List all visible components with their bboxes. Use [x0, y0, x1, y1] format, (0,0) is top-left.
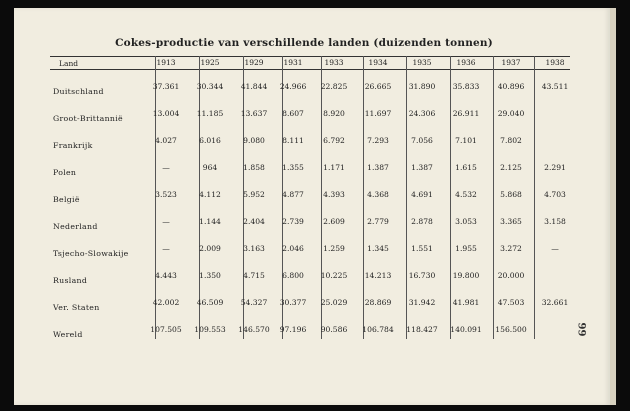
- table-cell: 14.213: [364, 271, 392, 280]
- table-cell: 4.532: [455, 190, 477, 199]
- table-cell: 28.869: [364, 298, 392, 307]
- table-cell: 7.293: [367, 136, 389, 145]
- table-cell: 46.509: [196, 298, 224, 307]
- table-cell: 4.027: [155, 136, 177, 145]
- table-title: Cokes-productie van verschillende landen (duizenden tonnen): [115, 37, 493, 49]
- table-cell: 29.040: [497, 109, 525, 118]
- table-cell: 41.981: [452, 298, 480, 307]
- table-cell: 24.306: [408, 109, 436, 118]
- table-cell: 5.952: [243, 190, 265, 199]
- row-label-country: Nederland: [53, 222, 98, 231]
- table-cell: 118.427: [406, 325, 438, 334]
- table-cell: 2.878: [411, 217, 433, 226]
- table-cell: —: [551, 244, 559, 253]
- table-cell: 2.609: [323, 217, 345, 226]
- table-cell: 7.101: [455, 136, 477, 145]
- table-cell: 1.858: [243, 163, 265, 172]
- table-cell: 41.844: [240, 82, 268, 91]
- table-cell: 35.833: [452, 82, 480, 91]
- table-cell: 2.779: [367, 217, 389, 226]
- table-cell: 7.056: [411, 136, 433, 145]
- row-label-country: Duitschland: [53, 87, 104, 96]
- table-cell: 24.966: [279, 82, 307, 91]
- table-cell: 37.361: [152, 82, 180, 91]
- table-cell: 1.387: [411, 163, 433, 172]
- year-header: 1933: [324, 58, 344, 67]
- table-cell: 31.942: [408, 298, 436, 307]
- table-cell: —: [162, 163, 170, 172]
- row-label-country: Frankrijk: [53, 141, 93, 150]
- table-cell: 40.896: [497, 82, 525, 91]
- table-cell: 1.171: [323, 163, 345, 172]
- table-cell: 4.368: [367, 190, 389, 199]
- table-cell: 964: [202, 163, 218, 172]
- table-cell: 10.225: [320, 271, 348, 280]
- table-cell: 6.016: [199, 136, 221, 145]
- row-label-country: Tsjecho-Slowakije: [53, 249, 129, 258]
- year-header: 1929: [244, 58, 264, 67]
- table-cell: 30.377: [279, 298, 307, 307]
- land-column-header: Land: [59, 59, 79, 68]
- table-cell: 3.523: [155, 190, 177, 199]
- table-cell: 2.046: [282, 244, 304, 253]
- row-label-country: België: [53, 195, 80, 204]
- table-cell: 140.091: [450, 325, 482, 334]
- page-number: 99: [575, 322, 587, 337]
- table-cell: 4.715: [243, 271, 265, 280]
- table-cell: 4.877: [282, 190, 304, 199]
- table-cell: 4.443: [155, 271, 177, 280]
- table-cell: 97.196: [279, 325, 307, 334]
- year-header: 1938: [545, 58, 565, 67]
- header-rule-top: [50, 56, 570, 57]
- table-cell: 146.570: [238, 325, 270, 334]
- header-rule-bottom: [50, 69, 570, 70]
- table-cell: 2.739: [282, 217, 304, 226]
- table-cell: 30.344: [196, 82, 224, 91]
- table-cell: 1.259: [323, 244, 345, 253]
- table-cell: 1.387: [367, 163, 389, 172]
- table-cell: 6.800: [282, 271, 304, 280]
- table-cell: 32.661: [541, 298, 569, 307]
- table-cell: 5.868: [500, 190, 522, 199]
- table-cell: 1.350: [199, 271, 221, 280]
- table-cell: 107.505: [150, 325, 182, 334]
- table-cell: 1.345: [367, 244, 389, 253]
- table-cell: 11.697: [364, 109, 392, 118]
- table-cell: 2.125: [500, 163, 522, 172]
- table-cell: 1.551: [411, 244, 433, 253]
- year-header: 1931: [283, 58, 303, 67]
- table-cell: 4.703: [544, 190, 566, 199]
- table-cell: 54.327: [240, 298, 268, 307]
- table-cell: 8.111: [282, 136, 304, 145]
- table-cell: 13.637: [240, 109, 268, 118]
- table-cell: 11.185: [196, 109, 224, 118]
- table-cell: 1.355: [282, 163, 304, 172]
- table-cell: 7.802: [500, 136, 522, 145]
- table-cell: 22.825: [320, 82, 348, 91]
- table-cell: 25.029: [320, 298, 348, 307]
- table-cell: 6.792: [323, 136, 345, 145]
- table-cell: 4.393: [323, 190, 345, 199]
- table-cell: 4.112: [199, 190, 221, 199]
- table-cell: 3.163: [243, 244, 265, 253]
- table-cell: 156.500: [495, 325, 527, 334]
- table-cell: 90.586: [320, 325, 348, 334]
- table-cell: 8.607: [282, 109, 304, 118]
- table-cell: 106.784: [362, 325, 394, 334]
- table-cell: 2.404: [243, 217, 265, 226]
- table-cell: 13.004: [152, 109, 180, 118]
- table-cell: 1.144: [199, 217, 221, 226]
- table-cell: 9.080: [243, 136, 265, 145]
- year-header: 1913: [156, 58, 176, 67]
- table-cell: 42.002: [152, 298, 180, 307]
- table-cell: 43.511: [541, 82, 569, 91]
- row-label-country: Groot-Brittannië: [53, 114, 123, 123]
- table-cell: 1.615: [455, 163, 477, 172]
- table-cell: 3.158: [544, 217, 566, 226]
- table-cell: 26.911: [452, 109, 480, 118]
- table-cell: 2.291: [544, 163, 566, 172]
- table-cell: 20.000: [497, 271, 525, 280]
- table-cell: 4.691: [411, 190, 433, 199]
- table-cell: 1.955: [455, 244, 477, 253]
- table-cell: 2.009: [199, 244, 221, 253]
- table-cell: 16.730: [408, 271, 436, 280]
- table-cell: 109.553: [194, 325, 226, 334]
- year-header: 1934: [368, 58, 388, 67]
- year-header: 1935: [412, 58, 432, 67]
- table-cell: —: [162, 244, 170, 253]
- table-cell: 8.920: [323, 109, 345, 118]
- row-label-country: Ver. Staten: [53, 303, 100, 312]
- table-cell: 19.800: [452, 271, 480, 280]
- table-cell: —: [162, 217, 170, 226]
- year-header: 1925: [200, 58, 220, 67]
- year-header: 1937: [501, 58, 521, 67]
- table-cell: 26.665: [364, 82, 392, 91]
- book-page: [14, 8, 616, 405]
- row-label-country: Polen: [53, 168, 77, 177]
- table-cell: 47.503: [497, 298, 525, 307]
- row-label-country: Wereld: [53, 330, 83, 339]
- table-cell: 3.365: [500, 217, 522, 226]
- row-label-country: Rusland: [53, 276, 88, 285]
- table-cell: 3.272: [500, 244, 522, 253]
- table-cell: 31.890: [408, 82, 436, 91]
- year-header: 1936: [456, 58, 476, 67]
- table-cell: 3.053: [455, 217, 477, 226]
